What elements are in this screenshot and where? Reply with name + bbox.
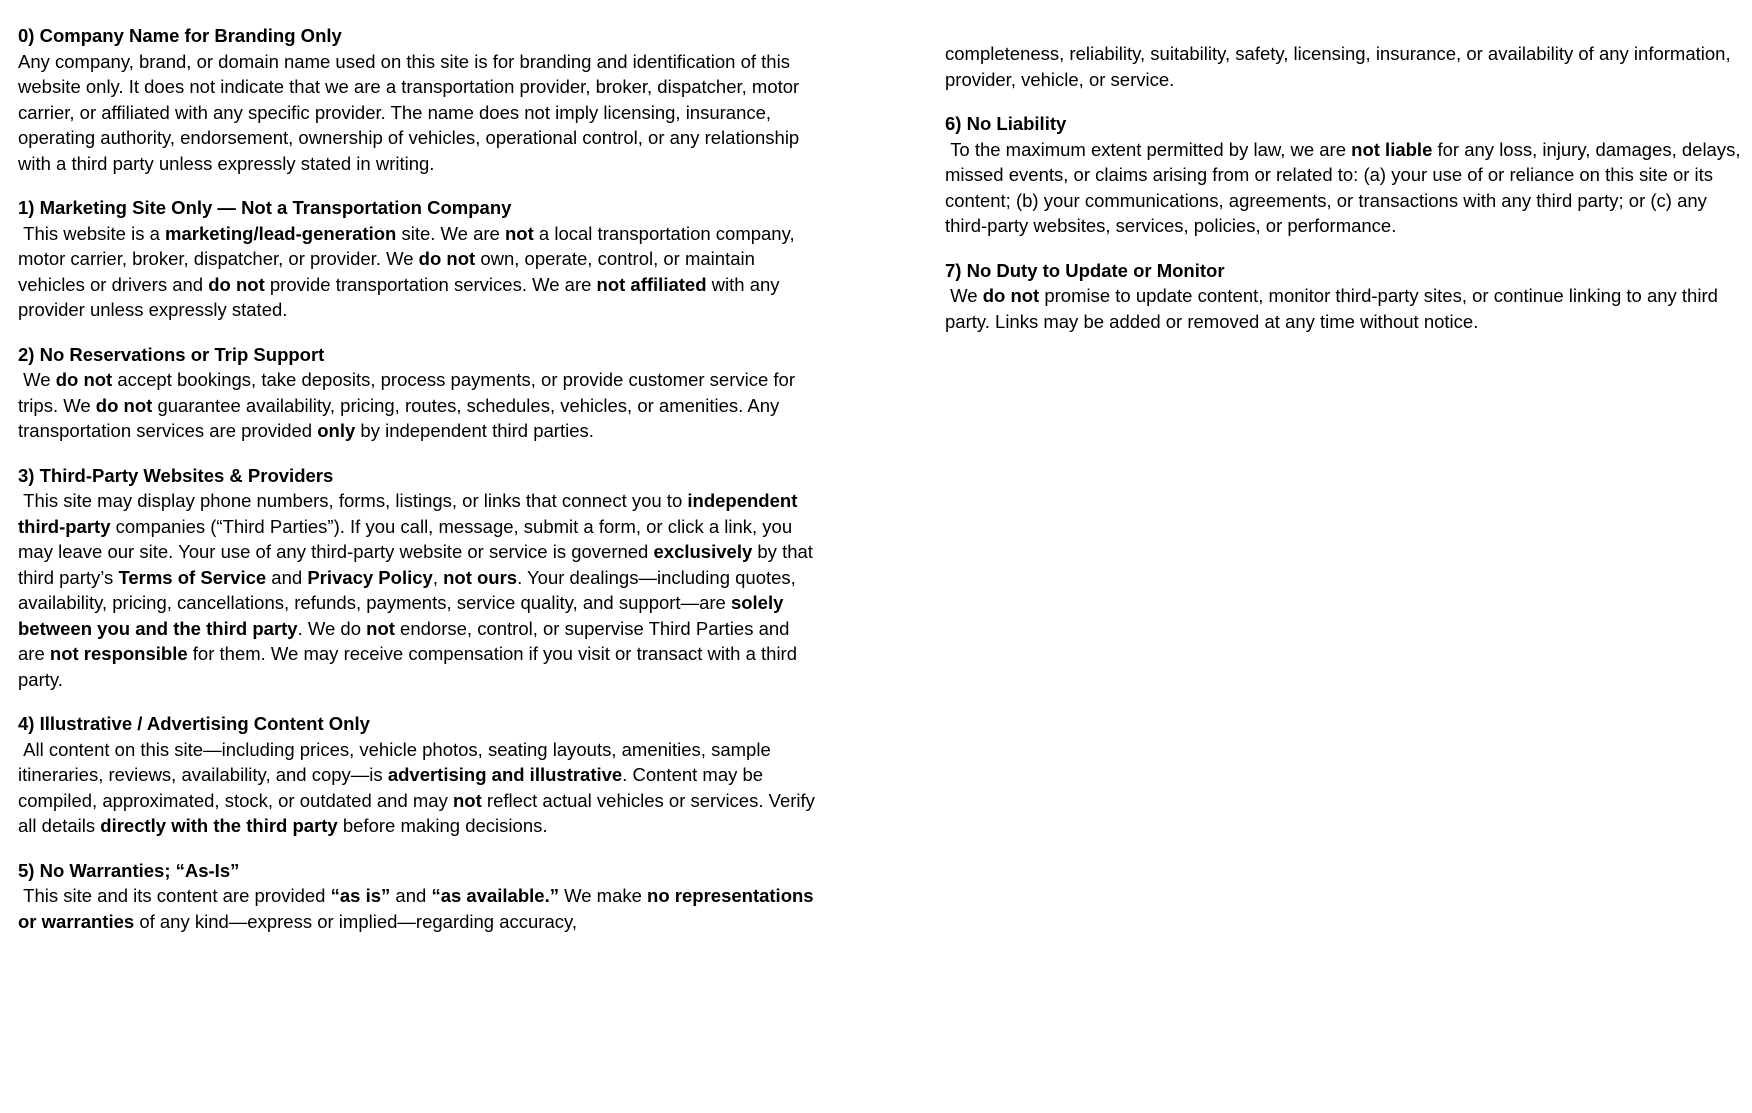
text-run: a local transportation company, motor carrier, broker, dispatcher, or provider. We (18, 222, 800, 269)
section-0-company-name-for-branding-only (18, 23, 818, 176)
text-run: by independent third parties. (355, 420, 594, 441)
text-run: All content on this site—including prices, vehicle photos, seating layouts, amenities, sample itineraries, reviews, availability, and copy—is (18, 738, 776, 785)
text-run: guarantee availability, pricing, routes, schedules, vehicles, or amenities. Any transportation services are provided (18, 394, 785, 441)
section-6-no-liability (945, 111, 1745, 239)
bold-text-run: Privacy Policy (307, 566, 433, 588)
section-5-no-warranties-continued (945, 41, 1745, 92)
text-run: , (432, 566, 444, 588)
section-heading: 5) No Warranties; “As-Is” (18, 859, 240, 881)
text-run: provide transportation services. We are (264, 273, 597, 295)
bold-text-run: not (453, 789, 482, 811)
section-2-no-reservations-or-trip-support (18, 342, 818, 444)
text-run: completeness, reliability, suitability, safety, licensing, insurance, or availability of any information, provider, vehicle, or service. (945, 43, 1736, 90)
bold-text-run: Terms of Service (118, 566, 267, 588)
text-run: by that third party’s (18, 541, 819, 588)
bold-text-run: no representations or warranties (18, 885, 819, 932)
text-run: We make (558, 885, 648, 906)
text-run: for any loss, injury, damages, delays, missed events, or claims arising from or related to: (a) your use of or reliance on this site or its content; (b) your communications, agreements, or transactions with any third party; or (c) any third-party websites, services, policies, or performance. (945, 138, 1746, 236)
bold-text-run: “as is” (330, 885, 391, 906)
text-run: and (390, 885, 432, 906)
section-heading: 2) No Reservations or Trip Support (18, 343, 325, 365)
bold-text-run: do not (418, 248, 476, 269)
text-run: This website is a (18, 222, 166, 244)
text-run: endorse, control, or supervise Third Parties and are (18, 617, 795, 664)
bold-text-run: not ours (443, 566, 518, 588)
text-run: reflect actual vehicles or services. Verify all details (18, 789, 821, 836)
section-7-no-duty-to-update-or-monitor (945, 258, 1745, 335)
text-run: . Your dealings—including quotes, availability, pricing, cancellations, refunds, payments, service quality, and support—are (18, 566, 801, 613)
text-run: site. We are (396, 222, 505, 244)
section-paragraph (945, 41, 1745, 92)
bold-text-run: “as available.” (431, 885, 559, 906)
bold-text-run: do not (208, 273, 265, 295)
text-run: . Content may be compiled, approximated, stock, or outdated and may (18, 764, 769, 811)
text-run: with any provider unless expressly stated. (18, 273, 785, 320)
section-heading: 0) Company Name for Branding Only (18, 25, 342, 46)
text-run: To the maximum extent permitted by law, we are (945, 138, 1352, 160)
section-1-marketing-site-only (18, 195, 818, 323)
bold-text-run: not responsible (49, 643, 188, 664)
text-run: We (18, 369, 56, 390)
bold-text-run: only (317, 420, 356, 441)
section-3-third-party-websites-and-providers (18, 463, 818, 693)
section-paragraph (18, 49, 818, 177)
bold-text-run: do not (55, 369, 113, 390)
text-run: and (266, 566, 308, 588)
text-run: for them. We may receive compensation if you visit or transact with a third party. (18, 643, 803, 690)
text-run: before making decisions. (337, 815, 548, 836)
bold-text-run: directly with the third party (100, 815, 338, 836)
text-run: This site and its content are provided (18, 885, 331, 906)
text-run: We (945, 285, 983, 306)
section-paragraph (945, 283, 1745, 334)
bold-text-run: do not (95, 394, 153, 416)
bold-text-run: not (505, 222, 534, 244)
bold-text-run: exclusively (653, 541, 753, 562)
section-paragraph (18, 883, 818, 934)
column-left (18, 23, 821, 1113)
section-heading: 7) No Duty to Update or Monitor (945, 259, 1225, 281)
bold-text-run: not liable (1351, 138, 1433, 160)
bold-text-run: not affiliated (596, 273, 707, 295)
column-right (945, 23, 1745, 1113)
section-4-illustrative-advertising-content-only (18, 711, 821, 839)
section-paragraph (18, 737, 821, 839)
bold-text-run: independent third-party (18, 490, 803, 537)
text-run: . We do (297, 617, 367, 639)
section-paragraph (18, 367, 818, 444)
section-heading: 3) Third-Party Websites & Providers (18, 464, 334, 486)
bold-text-run: advertising and illustrative (387, 764, 623, 785)
section-paragraph (18, 488, 818, 692)
bold-text-run: do not (982, 285, 1040, 306)
section-heading: 6) No Liability (945, 113, 1067, 134)
bold-text-run: not (366, 617, 395, 639)
text-run: own, operate, control, or maintain vehicles or drivers and (18, 248, 761, 295)
text-run: accept bookings, take deposits, process payments, or provide customer service for trips. We (18, 369, 801, 416)
section-heading: 1) Marketing Site Only — Not a Transportation Company (18, 197, 512, 218)
text-run: promise to update content, monitor third-party sites, or continue linking to any third party. Links may be added or removed at any time without notice. (945, 285, 1724, 332)
bold-text-run: solely between you and the third party (18, 592, 789, 639)
text-run: Any company, brand, or domain name used on this site is for branding and identification of this website only. It does not indicate that we are a transportation provider, broker, dispatcher, motor carrier, or affiliated with any specific provider. The name does not imply licensing, insurance, operating authority, endorsement, ownership of vehicles, operational control, or any relationship with a third party unless expressly stated in writing. (18, 50, 805, 174)
section-5-no-warranties-as-is (18, 858, 818, 935)
section-paragraph (945, 137, 1745, 239)
text-run: This site may display phone numbers, forms, listings, or links that connect you to (18, 490, 688, 511)
section-heading: 4) Illustrative / Advertising Content Only (18, 713, 370, 734)
bold-text-run: marketing/lead-generation (165, 222, 397, 244)
section-paragraph (18, 221, 818, 323)
text-run: companies (“Third Parties”). If you call, message, submit a form, or click a link, you may leave our site. Your use of any third-party website or service is governed (18, 515, 798, 562)
text-run: of any kind—express or implied—regarding accuracy, (134, 910, 578, 932)
